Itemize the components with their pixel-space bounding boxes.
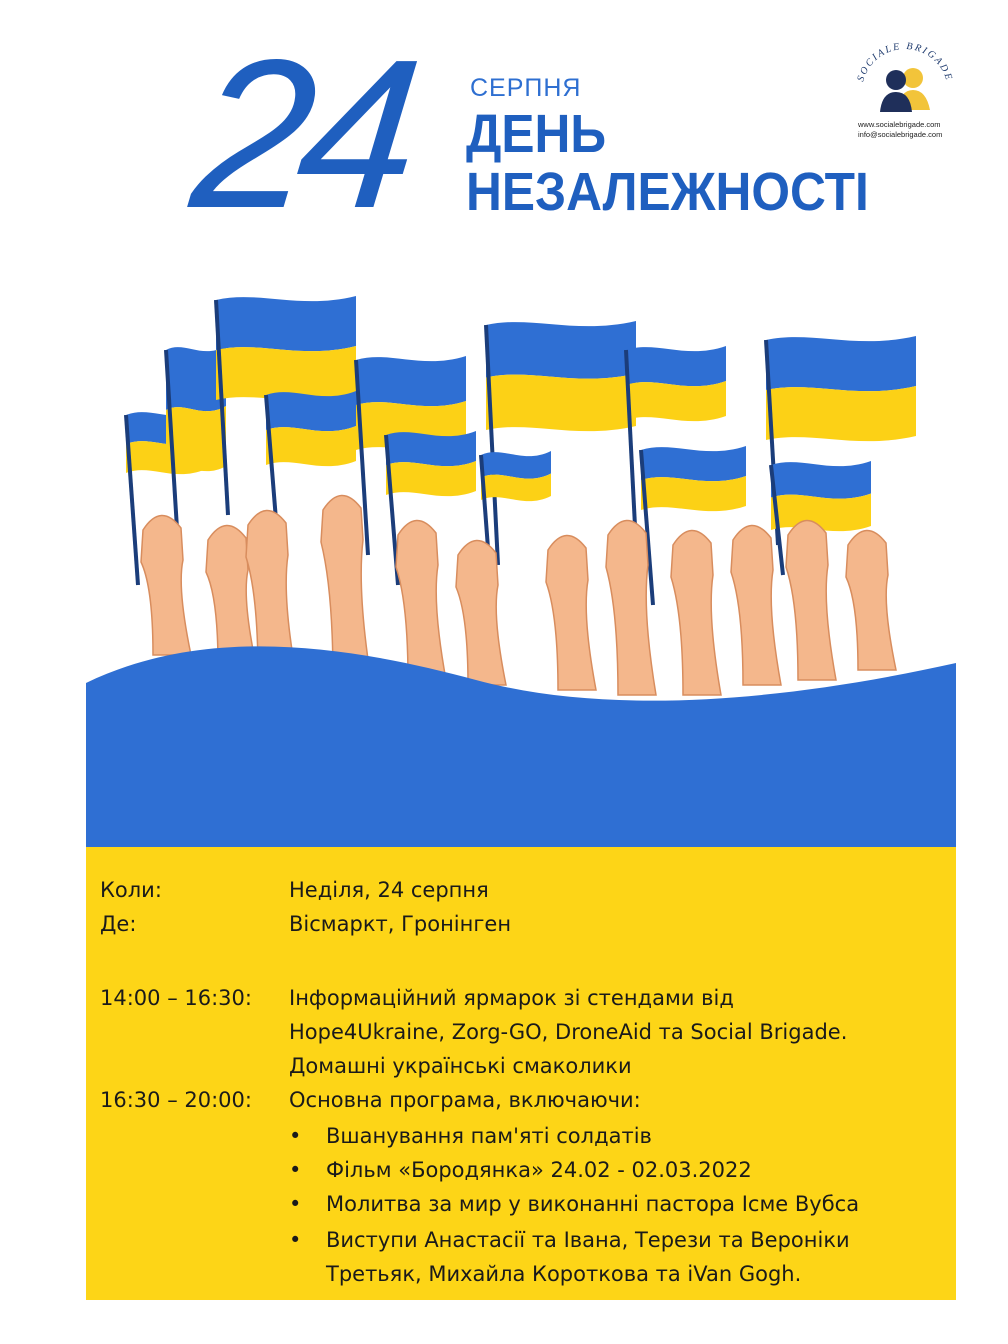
title-line-1: ДЕНЬ — [466, 104, 607, 164]
flag-yellow-stripe — [166, 406, 226, 471]
flag-yellow-stripe — [486, 374, 636, 432]
raised-hand-7 — [546, 535, 596, 690]
flags-illustration — [86, 285, 956, 847]
flag-blue-stripe — [766, 336, 916, 391]
where-value: Вісмаркт, Гронінген — [289, 912, 512, 936]
flag-yellow-stripe — [266, 426, 356, 466]
bullet-dot: • — [289, 1158, 302, 1182]
flag-blue-stripe — [356, 356, 466, 406]
flag-blue-stripe — [481, 451, 551, 479]
raised-hand-9 — [671, 530, 721, 695]
raised-hand-5 — [396, 520, 446, 680]
bullet-text: Фільм «Бородянка» 24.02 - 02.03.2022 — [326, 1158, 752, 1182]
flag-blue-stripe — [626, 346, 726, 386]
where-label: Де: — [100, 912, 137, 936]
bullet-text-continuation: Третьяк, Михайла Короткова та iVan Gogh. — [326, 1262, 802, 1286]
flag-yellow-stripe — [771, 494, 871, 532]
flag-blue-stripe — [266, 391, 356, 431]
logo-emblem-icon — [850, 40, 960, 120]
logo-website: www.socialebrigade.com — [858, 120, 941, 129]
flag-yellow-stripe — [641, 476, 746, 511]
slot1-line1: Інформаційний ярмарок зі стендами від — [289, 986, 734, 1010]
slot1-line2: Hope4Ukraine, Zorg-GO, DroneAid та Social Brigade. — [289, 1020, 848, 1044]
flag-blue-stripe — [486, 321, 636, 379]
poster-header — [0, 0, 1008, 280]
when-value: Неділя, 24 серпня — [289, 878, 489, 902]
title-line-2: НЕЗАЛЕЖНОСТІ — [466, 162, 869, 222]
flag-yellow-stripe — [766, 386, 916, 441]
flag-blue-stripe — [216, 296, 356, 351]
flag-blue-stripe — [771, 461, 871, 499]
flag-blue-stripe — [386, 431, 476, 466]
month-label: СЕРПНЯ — [470, 74, 582, 102]
bullet-text: Вшанування пам'яті солдатів — [326, 1124, 652, 1148]
raised-hand-1 — [141, 515, 191, 655]
bullet-text: Молитва за мир у виконанні пастора Ісме Вубса — [326, 1192, 860, 1216]
flag-blue-stripe — [641, 446, 746, 481]
sociale-brigade-logo — [850, 40, 960, 150]
flag-yellow-stripe — [481, 474, 551, 502]
logo-name: SOCIALE BRIGADE — [855, 40, 955, 83]
bullet-text: Виступи Анастасії та Івана, Терези та Вероніки — [326, 1228, 850, 1252]
raised-hand-11 — [786, 520, 836, 680]
when-label: Коли: — [100, 878, 162, 902]
event-info-panel — [86, 847, 956, 1300]
bullet-dot: • — [289, 1228, 302, 1252]
bullet-dot: • — [289, 1192, 302, 1216]
date-number: 24 — [183, 15, 417, 252]
flag-yellow-stripe — [386, 461, 476, 496]
slot1-time: 14:00 – 16:30: — [100, 986, 252, 1010]
slot1-line3: Домашні українські смаколики — [289, 1054, 632, 1078]
raised-hand-12 — [846, 530, 896, 670]
bullet-dot: • — [289, 1124, 302, 1148]
slot2-time: 16:30 – 20:00: — [100, 1088, 252, 1112]
flag-yellow-stripe — [626, 381, 726, 421]
slot2-line1: Основна програма, включаючи: — [289, 1088, 641, 1112]
logo-email: info@socialebrigade.com — [858, 130, 943, 139]
raised-hand-10 — [731, 525, 781, 685]
